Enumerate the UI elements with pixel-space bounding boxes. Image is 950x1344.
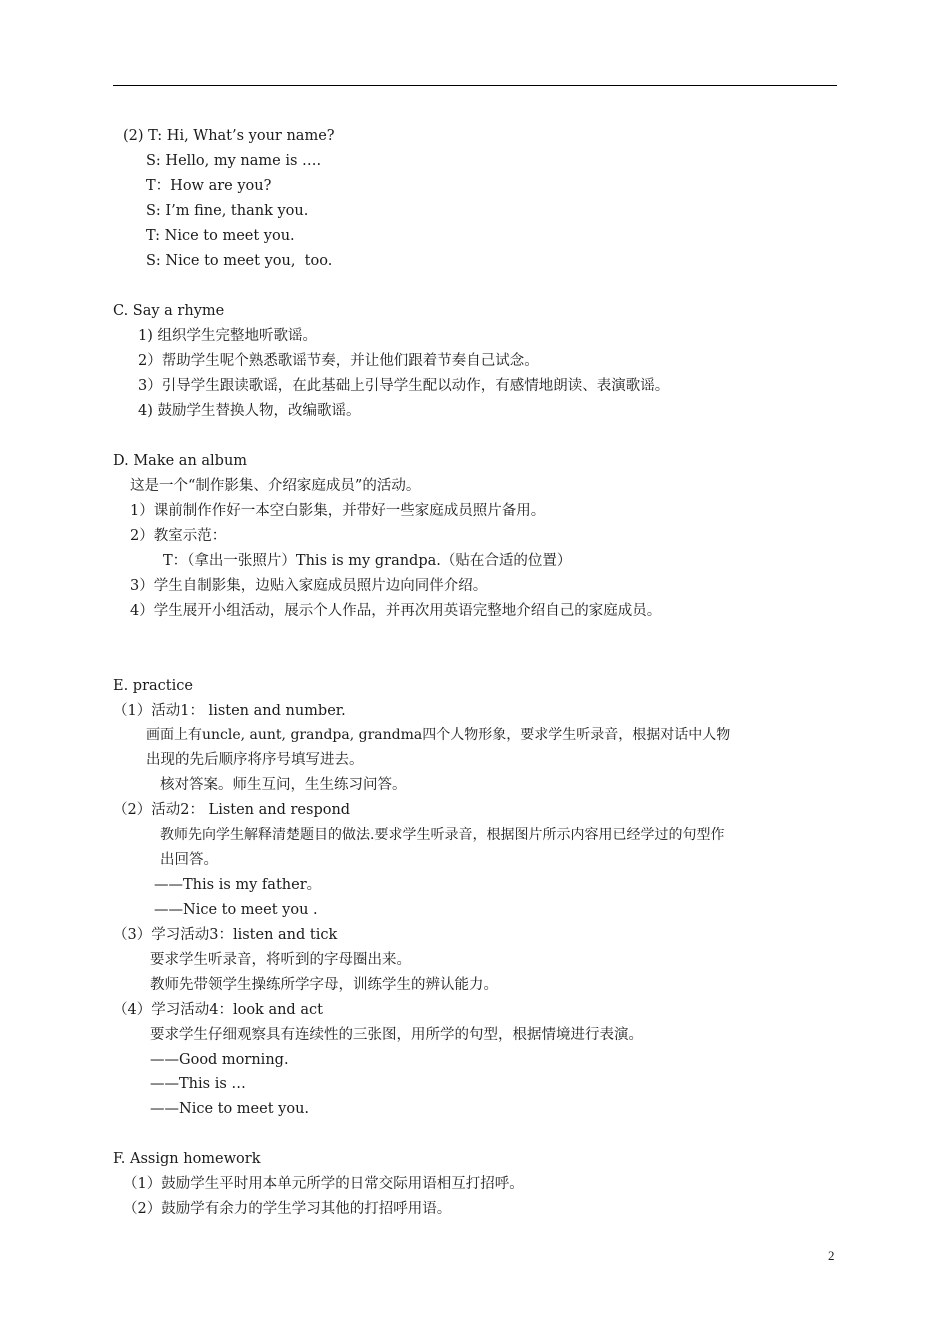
dialogue-line: S: I’m fine, thank you.	[146, 203, 309, 219]
section-c-item: 3）引导学生跟读歌谣，在此基础上引导学生配以动作，有感情地朗读、表演歌谣。	[138, 378, 670, 394]
section-e-line: （4）学习活动4：look and act	[113, 1002, 323, 1018]
header-rule	[113, 85, 837, 86]
section-e-line: （2）活动2： Listen and respond	[113, 802, 351, 818]
section-e-line: ——Nice to meet you.	[150, 1101, 310, 1117]
section-e-line: ——This is my father。	[154, 877, 322, 893]
section-d-intro: 这是一个“制作影集、介绍家庭成员”的活动。	[130, 478, 421, 494]
section-f-item: （2）鼓励学有余力的学生学习其他的打招呼用语。	[123, 1201, 452, 1217]
section-d-example: T：（拿出一张照片）This is my grandpa.（贴在合适的位置）	[163, 553, 572, 569]
section-c-item: 2）帮助学生呢个熟悉歌谣节奏，并让他们跟着节奏自己试念。	[138, 353, 539, 369]
dialogue-line: S: Nice to meet you, too.	[146, 253, 333, 269]
section-d-item: 1）课前制作作好一本空白影集，并带好一些家庭成员照片备用。	[130, 503, 546, 519]
section-e-line: 出回答。	[160, 852, 218, 868]
section-e-line: ——Nice to meet you .	[154, 902, 318, 918]
section-e-line: 要求学生听录音，将听到的字母圈出来。	[150, 952, 411, 968]
section-e-heading: E. practice	[113, 678, 193, 694]
section-e-line: （1）活动1： listen and number.	[113, 703, 346, 719]
section-c-item: 4) 鼓励学生替换人物，改编歌谣。	[138, 403, 361, 419]
section-d-item: 3）学生自制影集，边贴入家庭成员照片边向同伴介绍。	[130, 578, 488, 594]
section-e-line: （3）学习活动3：listen and tick	[113, 927, 338, 943]
dialogue-line: T: Nice to meet you.	[146, 228, 295, 244]
dialogue-line: S: Hello, my name is ….	[146, 153, 322, 169]
section-d-heading: D. Make an album	[113, 453, 248, 469]
dialogue-line: T：How are you?	[146, 178, 272, 194]
section-d-item: 4）学生展开小组活动，展示个人作品，并再次用英语完整地介绍自己的家庭成员。	[130, 603, 662, 619]
section-e-line: 教师先向学生解释清楚题目的做法.要求学生听录音，根据图片所示内容用已经学过的句型作	[160, 827, 725, 843]
section-e-line: 教师先带领学生操练所学字母，训练学生的辨认能力。	[150, 977, 498, 993]
section-c-item: 1) 组织学生完整地听歌谣。	[138, 328, 317, 344]
section-c-heading: C. Say a rhyme	[113, 303, 225, 319]
section-d-item: 2）教室示范：	[130, 528, 227, 544]
section-e-line: 要求学生仔细观察具有连续性的三张图，用所学的句型，根据情境进行表演。	[150, 1027, 643, 1043]
dialogue-line: (2) T: Hi, What’s your name?	[123, 128, 335, 144]
section-e-line: ——Good morning.	[150, 1052, 289, 1068]
section-f-heading: F. Assign homework	[113, 1151, 261, 1167]
section-e-line: ——This is …	[150, 1076, 246, 1092]
section-e-line: 画面上有uncle, aunt, grandpa, grandma四个人物形象，要求学生听录音，根据对话中人物	[146, 727, 731, 743]
section-e-line: 出现的先后顺序将序号填写进去。	[146, 752, 364, 768]
section-f-item: （1）鼓励学生平时用本单元所学的日常交际用语相互打招呼。	[123, 1176, 524, 1192]
section-e-line: 核对答案。师生互问，生生练习问答。	[160, 777, 407, 793]
page-number: 2	[828, 1248, 835, 1263]
